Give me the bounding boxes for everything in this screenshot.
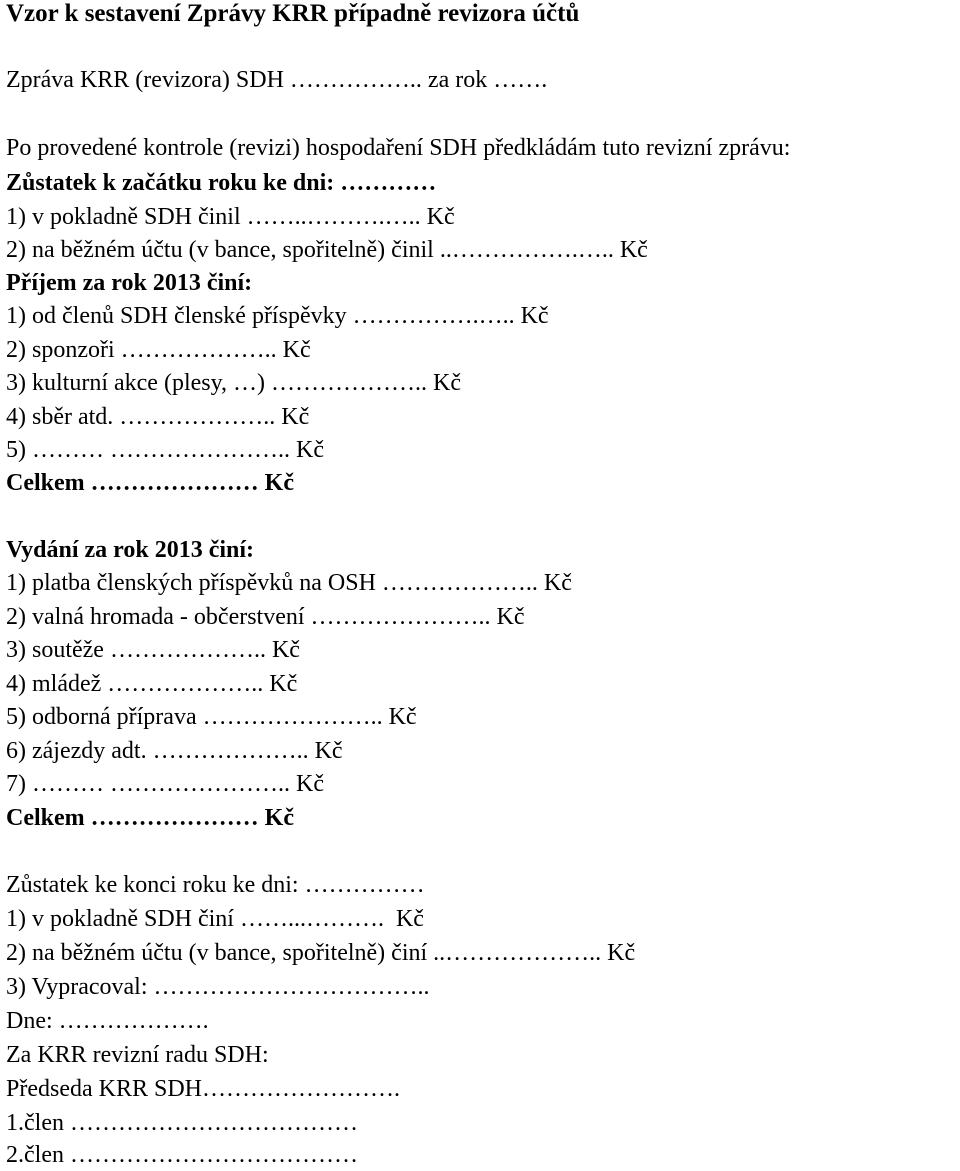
closing-cash-line: 1) v pokladně SDH činí ……...………. Kč [6,906,424,932]
expense-item: 3) soutěže ……………….. Kč [6,637,300,663]
expense-item: 4) mládež ……………….. Kč [6,671,298,697]
income-heading: Příjem za rok 2013 činí: [6,270,253,296]
opening-cash-line: 1) v pokladně SDH činil ……..……….….. Kč [6,204,455,230]
income-item: 3) kulturní akce (plesy, …) ……………….. Kč [6,370,462,396]
prepared-by-line: 3) Vypracoval: …………………………….. [6,974,430,1000]
closing-balance-heading: Zůstatek ke konci roku ke dni: …………… [6,872,425,898]
report-heading: Zpráva KRR (revizora) SDH …………….. za rok ……. [6,67,548,93]
expense-item: 5) odborná příprava ………………….. Kč [6,704,417,730]
opening-bank-line: 2) na běžném účtu (v bance, spořitelně) činil ..…………….….. Kč [6,237,648,263]
expenses-total: Celkem ………………… Kč [6,805,294,831]
expenses-heading: Vydání za rok 2013 činí: [6,537,255,563]
expense-item: 7) ……… ………………….. Kč [6,771,324,797]
expense-item: 1) platba členských příspěvků na OSH ……………….. Kč [6,570,572,596]
member1-line: 1.člen ……………………………… [6,1110,358,1136]
member2-line: 2.člen ……………………………… [6,1142,358,1168]
income-item: 5) ……… ………………….. Kč [6,437,324,463]
expense-item: 2) valná hromada - občerstvení ………………….. Kč [6,604,525,630]
document-title: Vzor k sestavení Zprávy KRR případně revizora účtů [6,0,580,27]
date-line: Dne: ………………. [6,1008,209,1034]
opening-balance-heading: Zůstatek k začátku roku ke dni: ………… [6,170,443,196]
income-item: 1) od členů SDH členské příspěvky …………….….. Kč [6,303,549,329]
income-item: 2) sponzoři ……………….. Kč [6,337,311,363]
income-item: 4) sběr atd. ……………….. Kč [6,404,310,430]
intro-text: Po provedené kontrole (revizi) hospodaření SDH předkládám tuto revizní zprávu: [6,135,791,161]
income-total: Celkem ………………… Kč [6,470,294,496]
chair-line: Předseda KRR SDH……………………. [6,1076,400,1102]
closing-bank-line: 2) na běžném účtu (v bance, spořitelně) činí ..……………….. Kč [6,940,636,966]
committee-line: Za KRR revizní radu SDH: [6,1042,269,1068]
expense-item: 6) zájezdy adt. ……………….. Kč [6,738,343,764]
